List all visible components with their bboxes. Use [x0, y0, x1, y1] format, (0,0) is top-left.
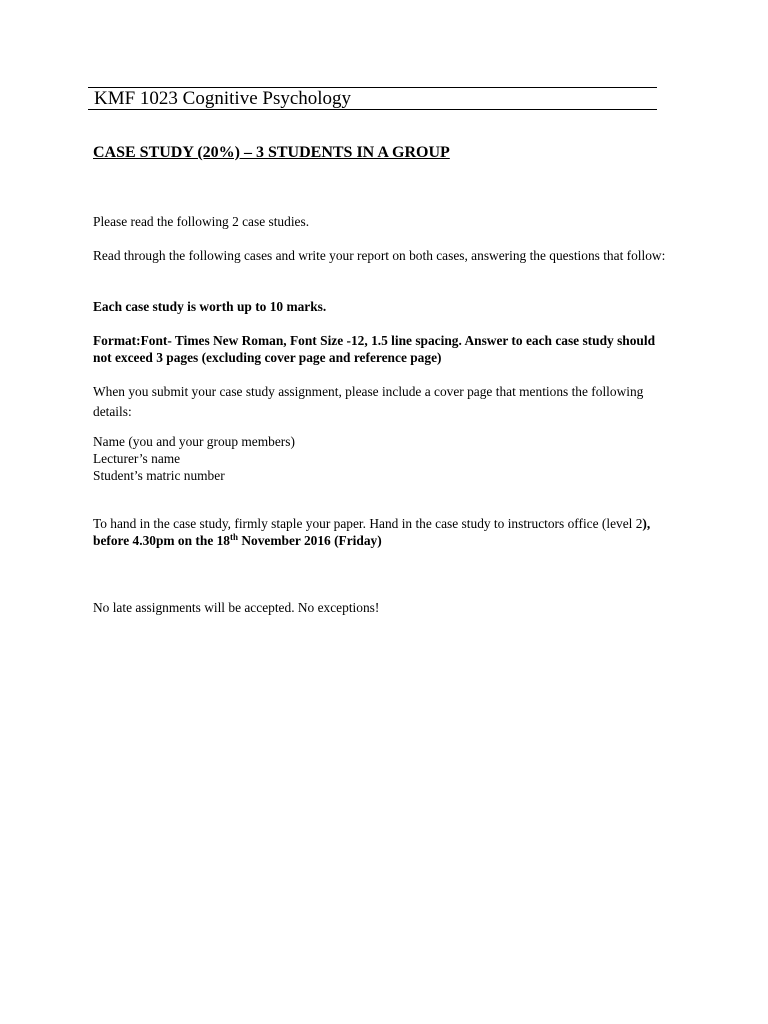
deadline-ordinal: th — [230, 532, 239, 542]
header-bottom-rule — [88, 109, 657, 110]
deadline-prefix: ), before 4.30pm on the 18 — [93, 516, 651, 548]
cover-detail-lecturer: Lecturer’s name — [93, 451, 181, 466]
assignment-heading: CASE STUDY (20%) – 3 STUDENTS IN A GROUP — [93, 144, 450, 161]
cover-detail-matric: Student’s matric number — [93, 468, 225, 483]
cover-page-instruction: When you submit your case study assignment, please include a cover page that mentions the following details: — [93, 384, 644, 419]
deadline-suffix: November 2016 (Friday) — [238, 533, 382, 548]
marks-note: Each case study is worth up to 10 marks. — [93, 299, 327, 314]
hand-in-instruction — [93, 515, 673, 549]
hand-in-text: To hand in the case study, firmly staple your paper. Hand in the case study to instructors office (level 2 — [93, 516, 643, 531]
instruction-read: Please read the following 2 case studies. — [93, 214, 310, 229]
instruction-read-through: Read through the following cases and write your report on both cases, answering the questions that follow: — [93, 248, 666, 263]
late-policy: No late assignments will be accepted. No exceptions! — [93, 600, 380, 615]
cover-detail-name: Name (you and your group members) — [93, 434, 295, 449]
cover-details-list — [93, 433, 295, 484]
course-title: KMF 1023 Cognitive Psychology — [94, 88, 352, 109]
format-requirements: Format:Font- Times New Roman, Font Size -12, 1.5 line spacing. Answer to each case study should not exceed 3 pages (excluding cover page and reference page) — [93, 333, 656, 365]
